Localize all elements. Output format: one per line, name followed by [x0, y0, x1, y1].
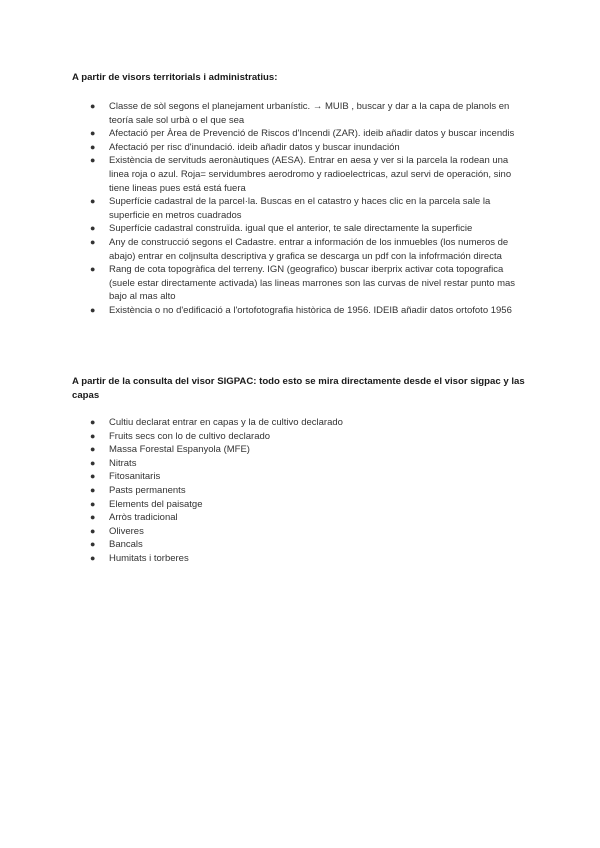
list-item-text: Humitats i torberes	[109, 552, 189, 564]
bullet-icon: ●	[90, 155, 96, 166]
bullet-icon: ●	[90, 484, 96, 495]
list-item-text: Cultiu declarat entrar en capas y la de cultivo declarado	[109, 417, 343, 428]
bullet-list	[72, 100, 528, 318]
list-item	[72, 195, 528, 222]
list-item-text: Arròs tradicional	[109, 512, 178, 524]
list-item	[72, 498, 528, 512]
bullet-icon: ●	[90, 101, 96, 111]
bullet-icon: ●	[90, 196, 96, 207]
list-item	[72, 443, 528, 457]
list-item	[72, 154, 528, 195]
list-item	[72, 538, 528, 552]
list-item	[72, 511, 528, 525]
bullet-icon: ●	[90, 525, 96, 536]
bullet-icon: ●	[90, 236, 96, 247]
bullet-icon: ●	[90, 552, 96, 563]
list-item	[72, 127, 528, 141]
bullet-icon: ●	[90, 141, 96, 152]
section-sigpac-viewer	[72, 375, 528, 566]
bullet-icon: ●	[90, 471, 96, 482]
list-item	[72, 141, 528, 155]
list-item	[72, 430, 528, 444]
list-item-text: Superfície cadastral de la parcel·la. Buscas en el catastro y haces clic en la parcela sale la superficie en metros cuadrados	[109, 196, 491, 221]
list-item-text: Classe de sòl segons el planejament urbanístic. → MUIB , buscar y dar a la capa de planols en teoría sale sol urbà o el que sea	[109, 101, 510, 126]
section-heading: A partir de visors territorials i administratius:	[72, 72, 278, 83]
list-item	[72, 552, 528, 566]
bullet-icon: ●	[90, 444, 96, 455]
list-item-text: Nitrats	[109, 457, 137, 469]
list-item	[72, 416, 528, 430]
list-item-text: Existència o no d'edificació a l'ortofotografia històrica de 1956. IDEIB añadir datos ortofoto 1956	[109, 304, 512, 316]
list-item	[72, 236, 528, 263]
bullet-icon: ●	[90, 128, 96, 139]
list-item-text: Existència de servituds aeronàutiques (AESA). Entrar en aesa y ver si la parcela la rodean una linea roja o azul. Roja= servidumbres aerodromo y radioelectricas, azul servi de operación, sino tiene lineas pues está está fuera	[109, 155, 512, 194]
list-item-text: Massa Forestal Espanyola (MFE)	[109, 444, 250, 456]
section-heading: A partir de la consulta del visor SIGPAC: todo esto se mira directamente desde el visor sigpac y las capas	[72, 376, 525, 401]
bullet-list	[72, 416, 528, 566]
list-item-text: Bancals	[109, 539, 143, 551]
list-item	[72, 470, 528, 484]
list-item-text: Fruits secs con lo de cultivo declarado	[109, 430, 271, 442]
list-item	[72, 263, 528, 304]
list-item	[72, 525, 528, 539]
list-item-text: Pasts permanents	[109, 484, 186, 496]
section-territorial-viewers	[72, 71, 528, 318]
list-item	[72, 484, 528, 498]
bullet-icon: ●	[90, 430, 96, 441]
bullet-icon: ●	[90, 264, 96, 275]
list-item-text: Elements del paisatge	[109, 498, 203, 510]
list-item	[72, 457, 528, 471]
list-item-text: Rang de cota topogràfica del terreny. IGN (geografico) buscar iberprix activar cota topografica (suele estar directamente activada) las lineas marrones son las curvas de nivel restar punto mas bajo al mas alto	[109, 264, 516, 303]
list-item	[72, 222, 528, 236]
list-item-text: Afectació per risc d'inundació. ideib añadir datos y buscar inundación	[109, 141, 400, 153]
list-item-text: Afectació per Àrea de Prevenció de Riscos d'Incendi (ZAR). ideib añadir datos y buscar incendis	[109, 128, 515, 140]
bullet-icon: ●	[90, 512, 96, 523]
list-item	[72, 304, 528, 318]
list-item-text: Any de construcció segons el Cadastre. entrar a información de los inmuebles (los numeros de abajo) entrar en coljnsulta descriptiva y grafica se descarga un pdf con la infofrmación directa	[109, 236, 509, 262]
bullet-icon: ●	[90, 223, 96, 234]
list-item-text: Oliveres	[109, 525, 144, 537]
list-item	[72, 100, 528, 127]
bullet-icon: ●	[90, 539, 96, 550]
bullet-icon: ●	[90, 457, 96, 468]
bullet-icon: ●	[90, 304, 96, 315]
list-item-text: Superfície cadastral construïda. igual que el anterior, te sale directamente la superficie	[109, 223, 473, 235]
bullet-icon: ●	[90, 498, 96, 509]
bullet-icon: ●	[90, 417, 96, 427]
list-item-text: Fitosanitaris	[109, 471, 161, 483]
